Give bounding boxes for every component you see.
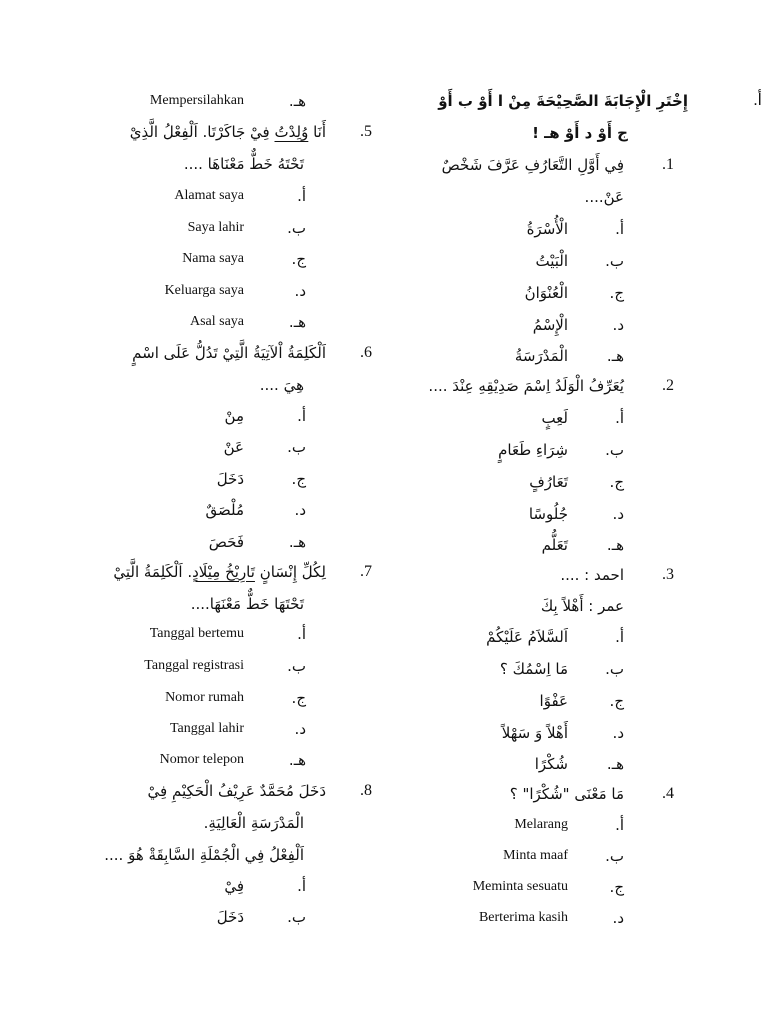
option-row	[444, 435, 624, 465]
option-text: لَعِبٍ	[541, 409, 568, 427]
option-row	[444, 686, 624, 716]
question-3	[388, 560, 674, 590]
question-text-post: فِيْ جَاكَرْتَا. اَلْفِعْلُ الَّذِيْ	[129, 123, 275, 141]
option-row	[424, 810, 624, 840]
question-text: اَلْكَلِمَةُ اْلآتِيَةُ الَّتِيْ تَدُلُّ عَلَى اسْمٍ	[132, 344, 326, 362]
question-text: عَنْ....	[584, 188, 624, 206]
option-text: مُلْصَقٌ	[205, 501, 244, 519]
option-text: تَعَارُفٍ	[529, 473, 568, 491]
question-6	[26, 338, 372, 368]
question-text-post: . اَلْكَلِمَةُ الَّتِيْ	[113, 563, 193, 581]
option-row	[444, 467, 624, 497]
option-row	[56, 307, 306, 337]
question-1-cont	[388, 182, 624, 212]
instruction-line-2-row	[388, 118, 628, 148]
option-text: Minta maaf	[503, 848, 568, 863]
question-4	[388, 779, 674, 809]
option-label: ب.	[605, 441, 624, 459]
right-column	[384, 0, 768, 1024]
option-label: هـ.	[288, 533, 306, 551]
section-label: أ.	[753, 92, 762, 109]
option-text: جُلُوسًا	[528, 505, 568, 523]
section-header	[388, 86, 762, 116]
option-row	[56, 527, 306, 557]
option-row	[444, 278, 624, 308]
question-text: تَحْتَهَا خَطٌّ مَعْنَهَا....	[190, 595, 304, 613]
option-row	[56, 619, 306, 649]
option-label: أ.	[297, 187, 306, 205]
question-text: يُعَرِّفُ الْوَلَدُ اِسْمَ صَدِيْقِهِ عِنْدَ ....	[428, 377, 624, 395]
underlined-word: تَارِيْخُ مِيْلَادٍ	[192, 563, 255, 581]
option-row	[56, 244, 306, 274]
option-label: هـ.	[606, 347, 624, 365]
option-label: ج.	[291, 689, 306, 707]
question-text: دَخَلَ مُحَمَّدٌ عَرِيْفُ الْحَكِيْمِ فِيْ	[147, 782, 326, 800]
instruction-line-1: إِخْتَرِ الْإِجَابَةَ الصَّحِيْحَةَ مِنْ ا أَوْ ب أَوْ	[438, 92, 688, 110]
question-text: مَا مَعْنَى "شُكْرًا" ؟	[509, 785, 624, 803]
question-8	[26, 776, 372, 806]
option-label: د.	[294, 501, 306, 519]
option-row	[444, 341, 624, 371]
option-text: مِنْ	[224, 407, 244, 425]
question-text	[130, 117, 326, 147]
option-label: د.	[294, 720, 306, 738]
option-label: ب.	[605, 847, 624, 865]
option-text: Tanggal registrasi	[144, 658, 244, 673]
option-label: د.	[612, 909, 624, 927]
option-row	[444, 246, 624, 276]
question-text: عمر : أَهْلاً بِكَ	[540, 597, 624, 615]
question-text: فِي أَوَّلِ التَّعَارُفِ عَرَّفَ شَخْصٌ	[441, 156, 624, 174]
option-row	[56, 432, 306, 462]
option-row	[444, 530, 624, 560]
option-label: أ.	[615, 409, 624, 427]
option-label: أ.	[297, 877, 306, 895]
option-text: الْعُنْوَانُ	[524, 284, 568, 302]
option-label: أ.	[615, 220, 624, 238]
option-text: Tanggal lahir	[169, 721, 244, 736]
question-text: احمد : ....	[560, 566, 624, 584]
option-label: ب.	[287, 219, 306, 237]
option-label: ب.	[605, 252, 624, 270]
option-row	[424, 872, 624, 902]
option-text: شُكْرًا	[534, 755, 568, 773]
option-row	[56, 213, 306, 243]
option-row	[56, 902, 306, 932]
option-text: شِرَاءِ طَعَامٍ	[498, 441, 568, 459]
option-text: أَهْلاً وَ سَهْلاً	[501, 724, 568, 742]
question-number: 8.	[360, 782, 372, 799]
question-text-pre: أَنَا	[308, 123, 326, 141]
question-number: 7.	[360, 563, 372, 580]
option-row	[56, 871, 306, 901]
option-row	[56, 464, 306, 494]
question-5	[26, 117, 372, 147]
option-label: أ.	[297, 625, 306, 643]
question-number: 3.	[662, 566, 674, 583]
option-row	[56, 651, 306, 681]
option-row	[444, 214, 624, 244]
question-number: 5.	[360, 123, 372, 140]
option-row	[56, 276, 306, 306]
option-label: ب.	[287, 908, 306, 926]
option-row	[56, 401, 306, 431]
underlined-word: وُلِدْتُ	[274, 123, 309, 141]
option-label: أ.	[615, 628, 624, 646]
option-text: عَفْوًا	[539, 692, 568, 710]
option-label: هـ.	[288, 751, 306, 769]
option-row	[444, 654, 624, 684]
question-number: 4.	[662, 785, 674, 802]
option-label: هـ.	[606, 755, 624, 773]
option-text: فِيْ	[224, 877, 244, 895]
question-7-cont	[24, 589, 304, 619]
option-label: ج.	[291, 250, 306, 268]
option-text: Keluarga saya	[164, 283, 244, 298]
option-label: ج.	[609, 473, 624, 491]
question-1	[388, 150, 674, 180]
question-2	[388, 371, 674, 401]
option-row	[56, 714, 306, 744]
option-text: دَخَلَ	[216, 470, 244, 488]
option-row	[424, 903, 624, 933]
option-text: الْإِسْمُ	[532, 316, 568, 334]
question-5-cont	[24, 149, 304, 179]
option-row	[56, 181, 306, 211]
question-number: 6.	[360, 344, 372, 361]
option-text: الْأُسْرَةُ	[526, 220, 568, 238]
option-text: Tanggal bertemu	[149, 626, 244, 641]
option-label: ج.	[609, 692, 624, 710]
option-text: عَنْ	[223, 438, 244, 456]
question-text: الْمَدْرَسَةِ الْعَالِيَةِ.	[203, 814, 304, 832]
option-row	[56, 745, 306, 775]
option-label: ب.	[287, 657, 306, 675]
option-row	[444, 310, 624, 340]
option-text: Melarang	[514, 817, 568, 832]
option-text: الْمَدْرَسَةُ	[514, 347, 568, 365]
option-label: ج.	[609, 878, 624, 896]
question-number: 2.	[662, 377, 674, 394]
question-6-cont	[24, 370, 304, 400]
option-row	[444, 403, 624, 433]
option-row	[424, 841, 624, 871]
question-number: 1.	[662, 156, 674, 173]
instruction-line-2: ج أَوْ د أَوْ هـ !	[532, 124, 628, 142]
option-label: أ.	[297, 407, 306, 425]
option-text: اَلسَّلاَمُ عَلَيْكُمْ	[486, 628, 568, 646]
question-7	[26, 557, 372, 587]
option-label: هـ.	[606, 536, 624, 554]
option-row	[56, 683, 306, 713]
option-text: الْبَيْتُ	[535, 252, 568, 270]
question-text: اَلْفِعْلُ فِي الْجُمْلَةِ السَّابِقَةْ هُوَ ....	[104, 846, 304, 864]
question-3-cont	[388, 591, 624, 621]
option-text: Meminta sesuatu	[472, 879, 568, 894]
option-row	[444, 499, 624, 529]
option-text: Nomor telepon	[159, 752, 244, 767]
question-text: تَحْتَهُ خَطٌّ مَعْنَاهَا ....	[183, 155, 304, 173]
option-row	[56, 86, 306, 116]
option-label: ج.	[291, 470, 306, 488]
option-label: هـ.	[288, 313, 306, 331]
option-text: Mempersilahkan	[149, 93, 244, 108]
option-label: د.	[612, 316, 624, 334]
option-text: دَخَلَ	[216, 908, 244, 926]
option-label: د.	[612, 505, 624, 523]
option-text: تَعَلُّم	[541, 536, 568, 554]
option-text: مَا اِسْمُكَ ؟	[499, 660, 568, 678]
question-text: هِيَ ....	[259, 376, 304, 394]
option-text: Nama saya	[182, 251, 244, 266]
option-text: Alamat saya	[174, 188, 244, 203]
option-row	[444, 749, 624, 779]
option-label: د.	[294, 282, 306, 300]
option-label: أ.	[615, 816, 624, 834]
option-label: ج.	[609, 284, 624, 302]
option-label: د.	[612, 724, 624, 742]
option-text: Nomor rumah	[165, 690, 244, 705]
question-text-pre: لِكُلِّ إِنْسَانٍ	[254, 563, 326, 581]
option-row	[56, 495, 306, 525]
option-label: ب.	[605, 660, 624, 678]
option-text: فَحَصَ	[208, 533, 244, 551]
option-row	[444, 622, 624, 652]
option-row	[444, 718, 624, 748]
option-label: ب.	[287, 438, 306, 456]
option-text: Asal saya	[189, 314, 244, 329]
option-label: هـ.	[288, 92, 306, 110]
question-text	[113, 557, 326, 587]
question-8-cont-2	[14, 840, 304, 870]
option-text: Berterima kasih	[478, 910, 568, 925]
option-text: Saya lahir	[187, 220, 244, 235]
question-8-cont	[24, 808, 304, 838]
